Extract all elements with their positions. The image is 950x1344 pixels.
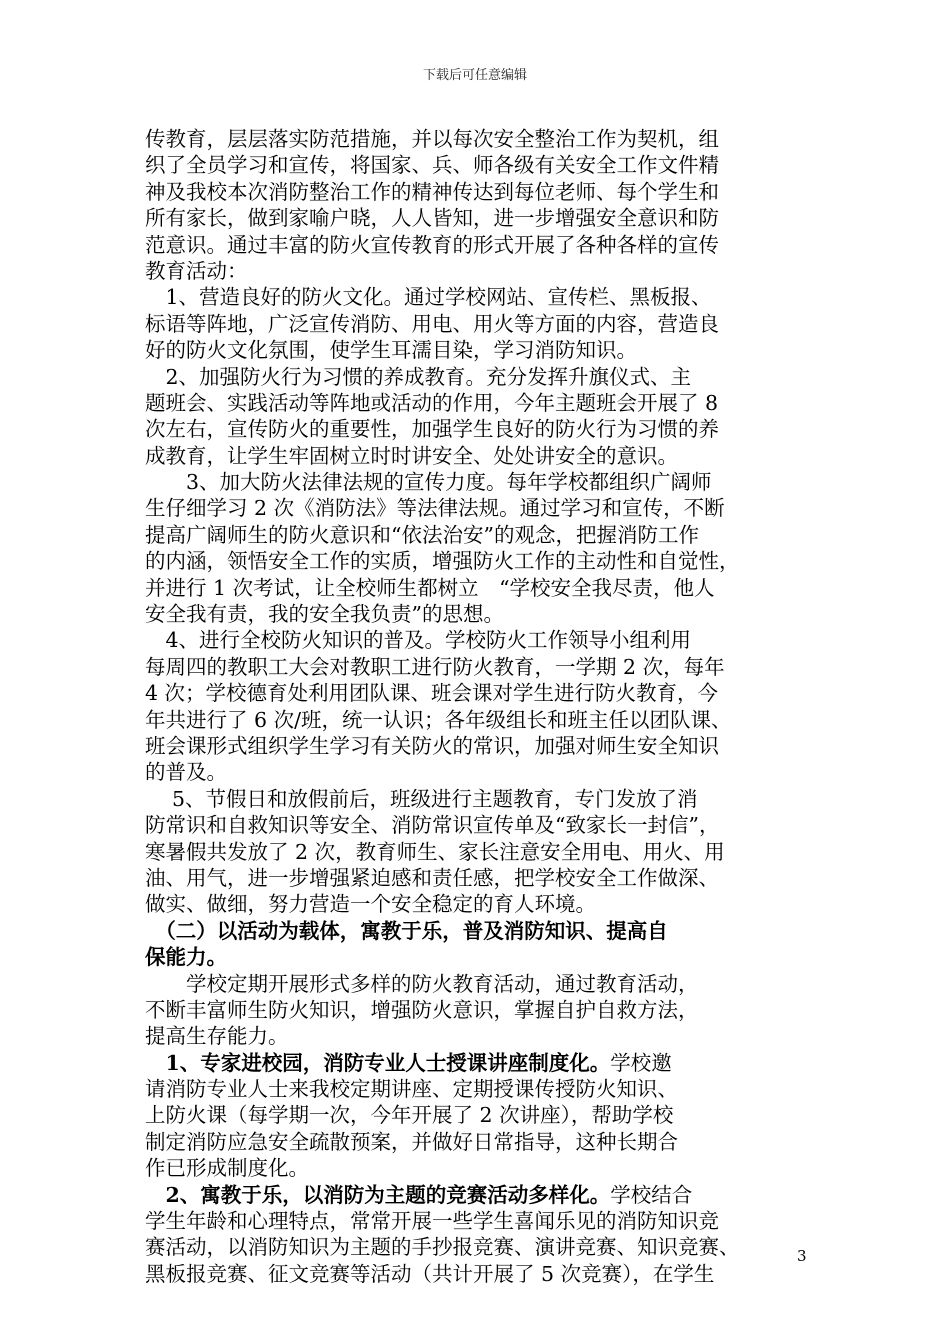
body-text: 4、进行全校防火知识的普及。学校防火工作领导小组利用: [145, 628, 692, 653]
body-text: 3、加大防火法律法规的宣传力度。每年学校都组织广阔师: [145, 470, 712, 495]
body-text: 制定消防应急安全疏散预案，并做好日常指导，这种长期合: [145, 1129, 678, 1154]
text-line: [145, 1208, 825, 1234]
body-text: 所有家长，做到家喻户晓，人人皆知，进一步增强安全意识和防: [145, 206, 719, 231]
text-line: [145, 812, 825, 838]
text-line: [145, 680, 825, 706]
text-line: [145, 997, 825, 1023]
text-line: [145, 601, 825, 627]
text-line: [145, 1155, 825, 1181]
body-text: 标语等阵地，广泛宣传消防、用电、用火等方面的内容，营造良: [145, 311, 719, 336]
text-line: [145, 1129, 825, 1155]
document-body: [145, 126, 825, 1287]
body-text: 生仔细学习 2 次《消防法》等法律法规。通过学习和宣传，不断: [145, 496, 725, 521]
body-text: 2、加强防火行为习惯的养成教育。充分发挥升旗仪式、主: [145, 364, 692, 389]
text-line: [145, 258, 825, 284]
text-line: [145, 971, 825, 997]
body-text: 学生年龄和心理特点，常常开展一些学生喜闻乐见的消防知识竞: [145, 1209, 719, 1234]
body-text: 做实、做细，努力营造一个安全稳定的育人环境。: [145, 892, 596, 917]
text-line: [145, 1261, 825, 1287]
body-text: 赛活动，以消防知识为主题的手抄报竞赛、演讲竞赛、知识竞赛、: [145, 1235, 740, 1260]
text-line: [145, 548, 825, 574]
text-line: [145, 126, 825, 152]
text-line: [145, 1182, 825, 1208]
bold-heading-text: 1、专家进校园，消防专业人士授课讲座制度化。: [145, 1050, 611, 1075]
body-text: 安全我有责，我的安全我负责”的思想。: [145, 602, 504, 627]
body-text: 4 次；学校德育处利用团队课、班会课对学生进行防火教育，今: [145, 681, 719, 706]
text-line: [145, 364, 825, 390]
body-text: 每周四的教职工大会对教职工进行防火教育，一学期 2 次，每年: [145, 654, 725, 679]
body-text: 次左右，宣传防火的重要性，加强学生良好的防火行为习惯的养: [145, 417, 719, 442]
text-line: [145, 337, 825, 363]
text-line: [145, 786, 825, 812]
text-line: [145, 654, 825, 680]
body-text: 题班会、实践活动等阵地或活动的作用，今年主题班会开展了 8: [145, 390, 719, 415]
text-line: [145, 733, 825, 759]
body-text: 油、用气，进一步增强紧迫感和责任感，把学校安全工作做深、: [145, 865, 719, 890]
body-text: 防常识和自救知识等安全、消防常识宣传单及“致家长一封信”，: [145, 813, 720, 838]
bold-heading-text: （二）以活动为载体，寓教于乐，普及消防知识、提高自: [145, 918, 668, 943]
text-line: [145, 284, 825, 310]
body-text: 学校结合: [610, 1182, 693, 1207]
body-text: 提高广阔师生的防火意识和“依法治安”的观念，把握消防工作: [145, 522, 699, 547]
text-line: [145, 522, 825, 548]
body-text: 范意识。通过丰富的防火宣传教育的形式开展了各种各样的宣传: [145, 232, 719, 257]
text-line: [145, 759, 825, 785]
text-line: [145, 918, 825, 944]
page-number: 3: [797, 1247, 807, 1265]
body-text: 年共进行了 6 次/班，统一认识；各年级组长和班主任以团队课、: [145, 707, 732, 732]
body-text: 传教育，层层落实防范措施，并以每次安全整治工作为契机，组: [145, 127, 719, 151]
text-line: [145, 311, 825, 337]
page-header: 下载后可任意编辑: [422, 68, 527, 83]
text-line: [145, 839, 825, 865]
text-line: [145, 390, 825, 416]
text-line: [145, 1076, 825, 1102]
text-line: [145, 627, 825, 653]
body-text: 的内涵，领悟安全工作的实质，增强防火工作的主动性和自觉性，: [145, 549, 740, 574]
text-line: [145, 944, 825, 970]
text-line: [145, 575, 825, 601]
text-line: [145, 232, 825, 258]
text-line: [145, 416, 825, 442]
body-text: 并进行 1 次考试，让全校师生都树立 “学校安全我尽责，他人: [145, 575, 715, 600]
body-text: 好的防火文化氛围，使学生耳濡目染，学习消防知识。: [145, 338, 637, 363]
body-text: 5、节假日和放假前后，班级进行主题教育，专门发放了消: [145, 786, 698, 811]
text-line: [145, 1050, 825, 1076]
body-text: 的普及。: [145, 760, 227, 785]
body-text: 请消防专业人士来我校定期讲座、定期授课传授防火知识、: [145, 1077, 678, 1102]
body-text: 上防火课（每学期一次，今年开展了 2 次讲座），帮助学校: [145, 1103, 674, 1128]
text-line: [145, 891, 825, 917]
text-line: [145, 707, 825, 733]
body-text: 学校定期开展形式多样的防火教育活动，通过教育活动，: [145, 971, 699, 996]
text-line: [145, 179, 825, 205]
bold-heading-text: 保能力。: [145, 945, 227, 970]
text-line: [145, 152, 825, 178]
text-line: [145, 865, 825, 891]
body-text: 寒暑假共发放了 2 次，教育师生、家长注意安全用电、用火、用: [145, 839, 725, 864]
bold-heading-text: 2、寓教于乐，以消防为主题的竞赛活动多样化。: [145, 1182, 611, 1207]
text-line: [145, 495, 825, 521]
body-text: 学校邀: [610, 1050, 672, 1075]
text-line: [145, 1023, 825, 1049]
body-text: 作已形成制度化。: [145, 1156, 309, 1181]
body-text: 班会课形式组织学生学习有关防火的常识，加强对师生安全知识: [145, 733, 719, 758]
text-line: [145, 205, 825, 231]
text-line: [145, 469, 825, 495]
body-text: 提高生存能力。: [145, 1024, 289, 1049]
body-text: 黑板报竞赛、征文竞赛等活动（共计开展了 5 次竞赛），在学生: [145, 1261, 715, 1286]
text-line: [145, 1234, 825, 1260]
text-line: [145, 443, 825, 469]
body-text: 成教育，让学生牢固树立时时讲安全、处处讲安全的意识。: [145, 443, 678, 468]
body-text: 织了全员学习和宣传，将国家、兵、师各级有关安全工作文件精: [145, 153, 719, 178]
text-line: [145, 1102, 825, 1128]
body-text: 教育活动：: [145, 258, 248, 283]
body-text: 不断丰富师生防火知识，增强防火意识，掌握自护自救方法，: [145, 997, 699, 1022]
body-text: 神及我校本次消防整治工作的精神传达到每位老师、每个学生和: [145, 179, 719, 204]
body-text: 1、营造良好的防火文化。通过学校网站、宣传栏、黑板报、: [145, 285, 712, 310]
